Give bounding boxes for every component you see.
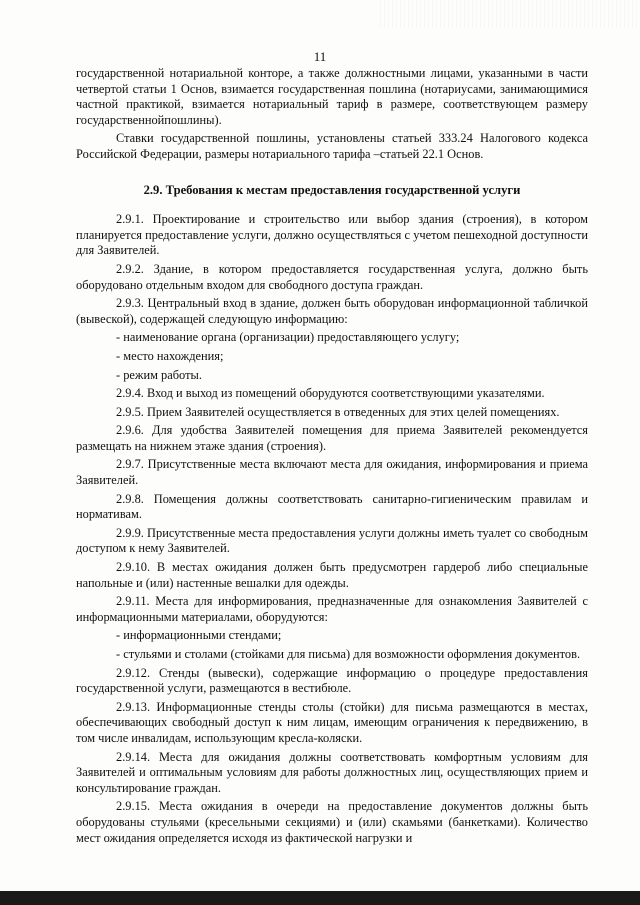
- intro-paragraph: государственной нотариальной конторе, а также должностными лицами, указанными в части четвертой статьи 1 Основ, взимается государственная пошлина (нотариусами, занимающимися частной практикой, взимается нотариальный тариф в размере, соответствующем размеру государственнойпошлины).: [76, 66, 588, 127]
- list-item: - информационными стендами;: [116, 628, 282, 643]
- document-body: [76, 66, 588, 846]
- list-item: - режим работы.: [116, 367, 202, 382]
- list-item: - наименование органа (организации) предоставляющего услугу;: [116, 330, 460, 345]
- paragraph-2-9-9: 2.9.9. Присутственные места предоставления услуги должны иметь туалет со свободным доступом к нему Заявителей.: [76, 525, 588, 556]
- page-number: 11: [313, 49, 327, 64]
- list-item: - стульями и столами (стойками для письма) для возможности оформления документов.: [116, 647, 581, 661]
- paragraph-2-9-7: 2.9.7. Присутственные места включают места для ожидания, информирования и приема Заявителей.: [76, 457, 588, 488]
- paragraph-2-9-15: 2.9.15. Места ожидания в очереди на предоставление документов должны быть оборудованы стульями (кресельными секциями) и (или) скамьями (банкетками). Количество мест ожидания определяется исходя из фактической нагрузки и: [76, 799, 588, 845]
- intro-paragraph: Ставки государственной пошлины, установлены статьей 333.24 Налогового кодекса Российской Федерации, размеры нотариального тарифа –статьей 22.1 Основ.: [76, 131, 588, 161]
- paragraph-2-9-8: 2.9.8. Помещения должны соответствовать санитарно-гигиеническим правилам и нормативам.: [76, 491, 588, 522]
- scan-border: [0, 891, 640, 905]
- paragraph-2-9-1: 2.9.1. Проектирование и строительство или выбор здания (строения), в котором планируется предоставление услуги, должно осуществляться с учетом пешеходной доступности для Заявителей.: [76, 212, 588, 258]
- paragraph-2-9-12: 2.9.12. Стенды (вывески), содержащие информацию о процедуре предоставления государственной услуги, размещаются в вестибюле.: [76, 665, 588, 696]
- paragraph-2-9-2: 2.9.2. Здание, в котором предоставляется государственная услуга, должно быть оборудовано отдельным входом для свободного доступа граждан.: [76, 261, 588, 292]
- paragraph-2-9-4: 2.9.4. Вход и выход из помещений оборудуются соответствующими указателями.: [116, 386, 545, 401]
- paragraph-2-9-11: 2.9.11. Места для информирования, предназначенные для ознакомления Заявителей с информационными материалами, оборудуются:: [76, 594, 588, 624]
- paragraph-2-9-5: 2.9.5. Прием Заявителей осуществляется в отведенных для этих целей помещениях.: [116, 404, 560, 419]
- paragraph-2-9-10: 2.9.10. В местах ожидания должен быть предусмотрен гардероб либо специальные напольные и (или) настенные вешалки для одежды.: [76, 560, 588, 590]
- paragraph-2-9-13: 2.9.13. Информационные стенды столы (стойки) для письма размещаются в местах, обеспечивающих свободный доступ к ним лицам, имеющим ограничения к передвижению, в том числе инвалидам, использующим кресла-коляски.: [76, 699, 588, 745]
- paragraph-2-9-14: 2.9.14. Места для ожидания должны соответствовать комфортным условиям для Заявителей и оптимальным условиям для работы должностных лиц, осуществляющих прием и консультирование граждан.: [76, 749, 588, 795]
- paragraph-2-9-6: 2.9.6. Для удобства Заявителей помещения для приема Заявителей рекомендуется размещать на нижнем этаже здания (строения).: [76, 423, 588, 453]
- list-item: - место нахождения;: [116, 348, 224, 363]
- scan-artifact: [380, 0, 640, 28]
- section-heading: 2.9. Требования к местам предоставления государственной услуги: [143, 182, 521, 197]
- paragraph-2-9-3: 2.9.3. Центральный вход в здание, должен быть оборудован информационной табличкой (вывеской), содержащей следующую информацию:: [76, 296, 588, 326]
